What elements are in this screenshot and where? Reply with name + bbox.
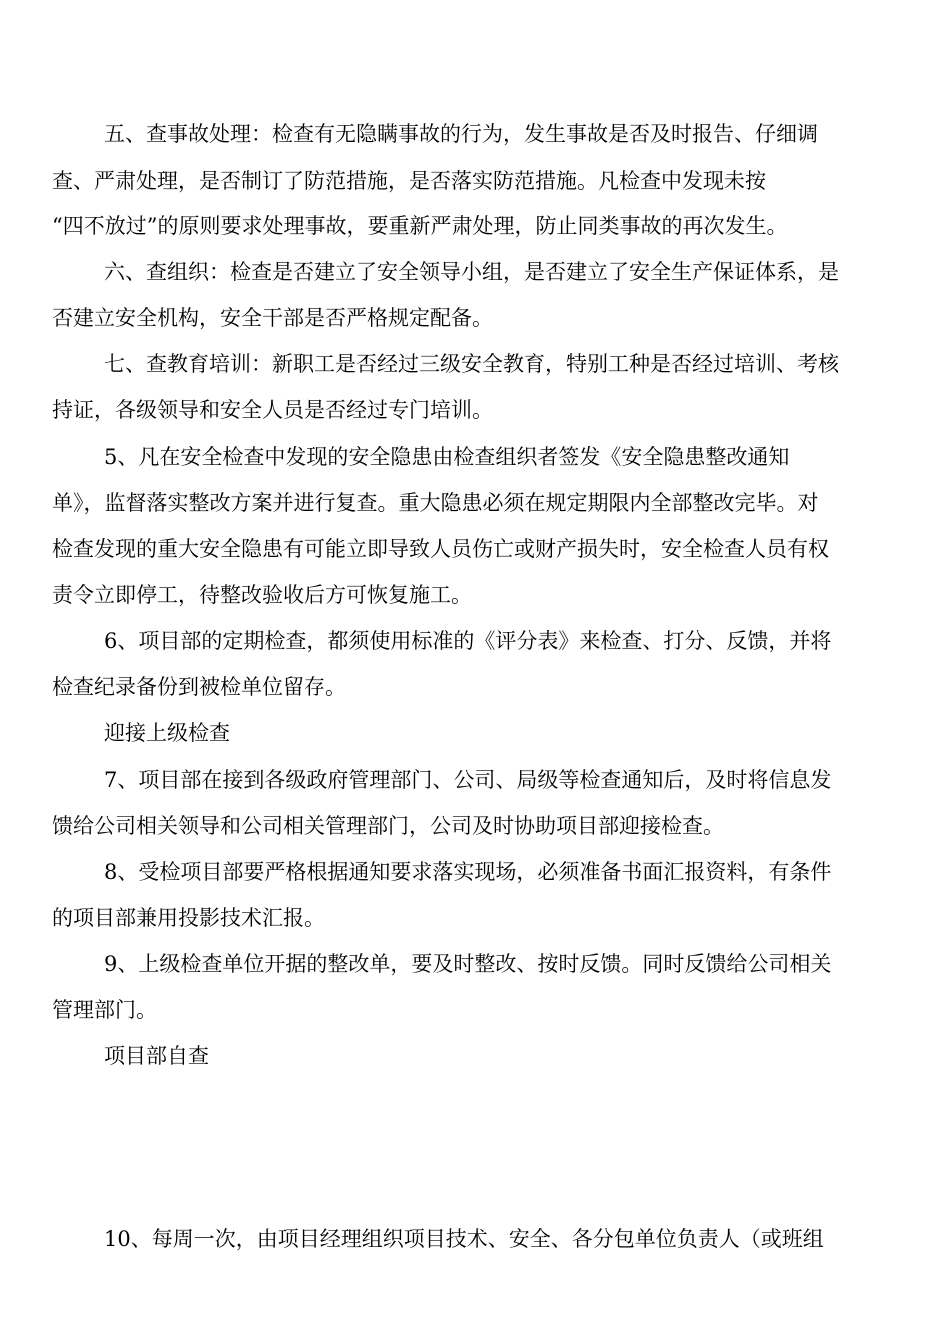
item-6-line-2: 检查纪录备份到被检单位留存。 bbox=[52, 675, 346, 699]
item-6-line-1: 6、项目部的定期检查，都须使用标准的《评分表》来检查、打分、反馈，并将 bbox=[104, 629, 832, 653]
para-5-line-2: 查、严肃处理，是否制订了防范措施，是否落实防范措施。凡检查中发现未按 bbox=[52, 169, 766, 193]
item-7-line-1: 7、项目部在接到各级政府管理部门、公司、局级等检查通知后，及时将信息发 bbox=[104, 768, 832, 792]
item-8-line-1: 8、受检项目部要严格根据通知要求落实现场，必须准备书面汇报资料，有条件 bbox=[104, 860, 832, 884]
item-5-line-2: 单》，监督落实整改方案并进行复查。重大隐患必须在规定期限内全部整改完毕。对 bbox=[52, 491, 819, 515]
section-heading-higher-inspection: 迎接上级检查 bbox=[104, 721, 230, 745]
item-5-line-3: 检查发现的重大安全隐患有可能立即导致人员伤亡或财产损失时，安全检查人员有权 bbox=[52, 537, 829, 561]
para-5-line-3: “四不放过”的原则要求处理事故，要重新严肃处理，防止同类事故的再次发生。 bbox=[52, 214, 788, 238]
item-5-line-1: 5、凡在安全检查中发现的安全隐患由检查组织者签发《安全隐患整改通知 bbox=[104, 445, 790, 469]
item-9-line-1: 9、上级检查单位开据的整改单，要及时整改、按时反馈。同时反馈给公司相关 bbox=[104, 952, 832, 976]
item-7-line-2: 馈给公司相关领导和公司相关管理部门，公司及时协助项目部迎接检查。 bbox=[52, 814, 724, 838]
para-6-line-2: 否建立安全机构，安全干部是否严格规定配备。 bbox=[52, 306, 493, 330]
para-6-line-1: 六、查组织：检查是否建立了安全领导小组，是否建立了安全生产保证体系，是 bbox=[104, 260, 839, 284]
item-10-line-1: 10、每周一次，由项目经理组织项目技术、安全、各分包单位负责人（或班组 bbox=[104, 1227, 824, 1251]
para-7-line-2: 持证，各级领导和安全人员是否经过专门培训。 bbox=[52, 398, 493, 422]
item-9-line-2: 管理部门。 bbox=[52, 998, 157, 1022]
section-heading-self-inspection: 项目部自查 bbox=[104, 1044, 209, 1068]
para-5-line-1: 五、查事故处理：检查有无隐瞒事故的行为，发生事故是否及时报告、仔细调 bbox=[104, 122, 818, 146]
item-5-line-4: 责令立即停工，待整改验收后方可恢复施工。 bbox=[52, 583, 472, 607]
item-8-line-2: 的项目部兼用投影技术汇报。 bbox=[52, 906, 325, 930]
para-7-line-1: 七、查教育培训：新职工是否经过三级安全教育，特别工种是否经过培训、考核 bbox=[104, 352, 839, 376]
